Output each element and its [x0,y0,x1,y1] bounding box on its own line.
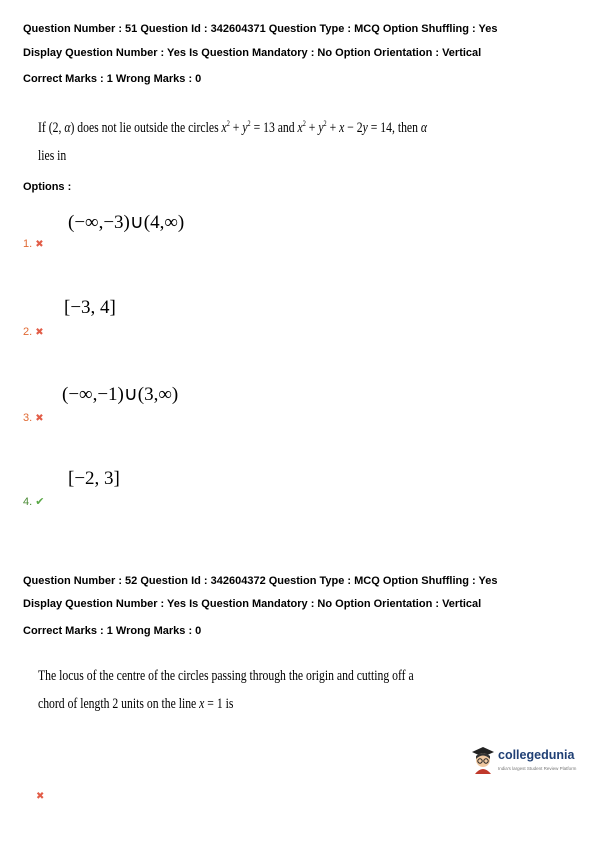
option-1[interactable] [23,238,44,250]
option-3[interactable] [23,412,44,424]
option-3-number: 3. [23,412,33,424]
option-4-math: [−2, 3] [68,468,120,489]
q52-question-text: The locus of the centre of the circles passing through the origin and cutting off a chord of length 2 units on the line x = 1 is [38,668,414,712]
collegedunia-logo [470,744,580,780]
cross-icon: ✖ [35,413,44,424]
option-1-number: 1. [23,238,33,250]
check-icon: ✔ [35,496,45,508]
graduate-mascot-icon [470,744,496,776]
option-4-number: 4. [23,496,33,508]
cross-icon: ✖ [35,239,44,250]
logo-wordmark: collegedunia [498,748,575,762]
q52-meta-line-2: Display Question Number : Yes Is Question Mandatory : No Option Orientation : Vertical [23,598,482,610]
option-3-math: (−∞,−1)∪(3,∞) [62,384,179,405]
q51-question-text: If (2, α) does not lie outside the circles $x^2 + y^2 = 13$ and $x^2 + y^2 + x - 2y = 14$, then α lies in [38,119,428,164]
cross-icon: ✖ [35,327,44,338]
option-2-math: [−3, 4] [64,297,116,318]
logo-tagline: India's largest Student Review Platform [498,766,577,771]
option-1-math: (−∞,−3)∪(4,∞) [68,212,185,233]
option-4[interactable] [23,495,44,508]
option-2-number: 2. [23,326,33,338]
q51-meta-line-1: Question Number : 51 Question Id : 342604371 Question Type : MCQ Option Shuffling : Yes [23,23,498,35]
options-label: Options : [23,181,72,193]
q52-meta-line-1: Question Number : 52 Question Id : 342604372 Question Type : MCQ Option Shuffling : Yes [23,575,498,587]
q51-marks: Correct Marks : 1 Wrong Marks : 0 [23,73,202,85]
q51-meta-line-2: Display Question Number : Yes Is Question Mandatory : No Option Orientation : Vertical [23,47,482,59]
option-2[interactable] [23,326,44,338]
cross-icon: ✖ [36,791,45,802]
q52-marks: Correct Marks : 1 Wrong Marks : 0 [23,625,202,637]
